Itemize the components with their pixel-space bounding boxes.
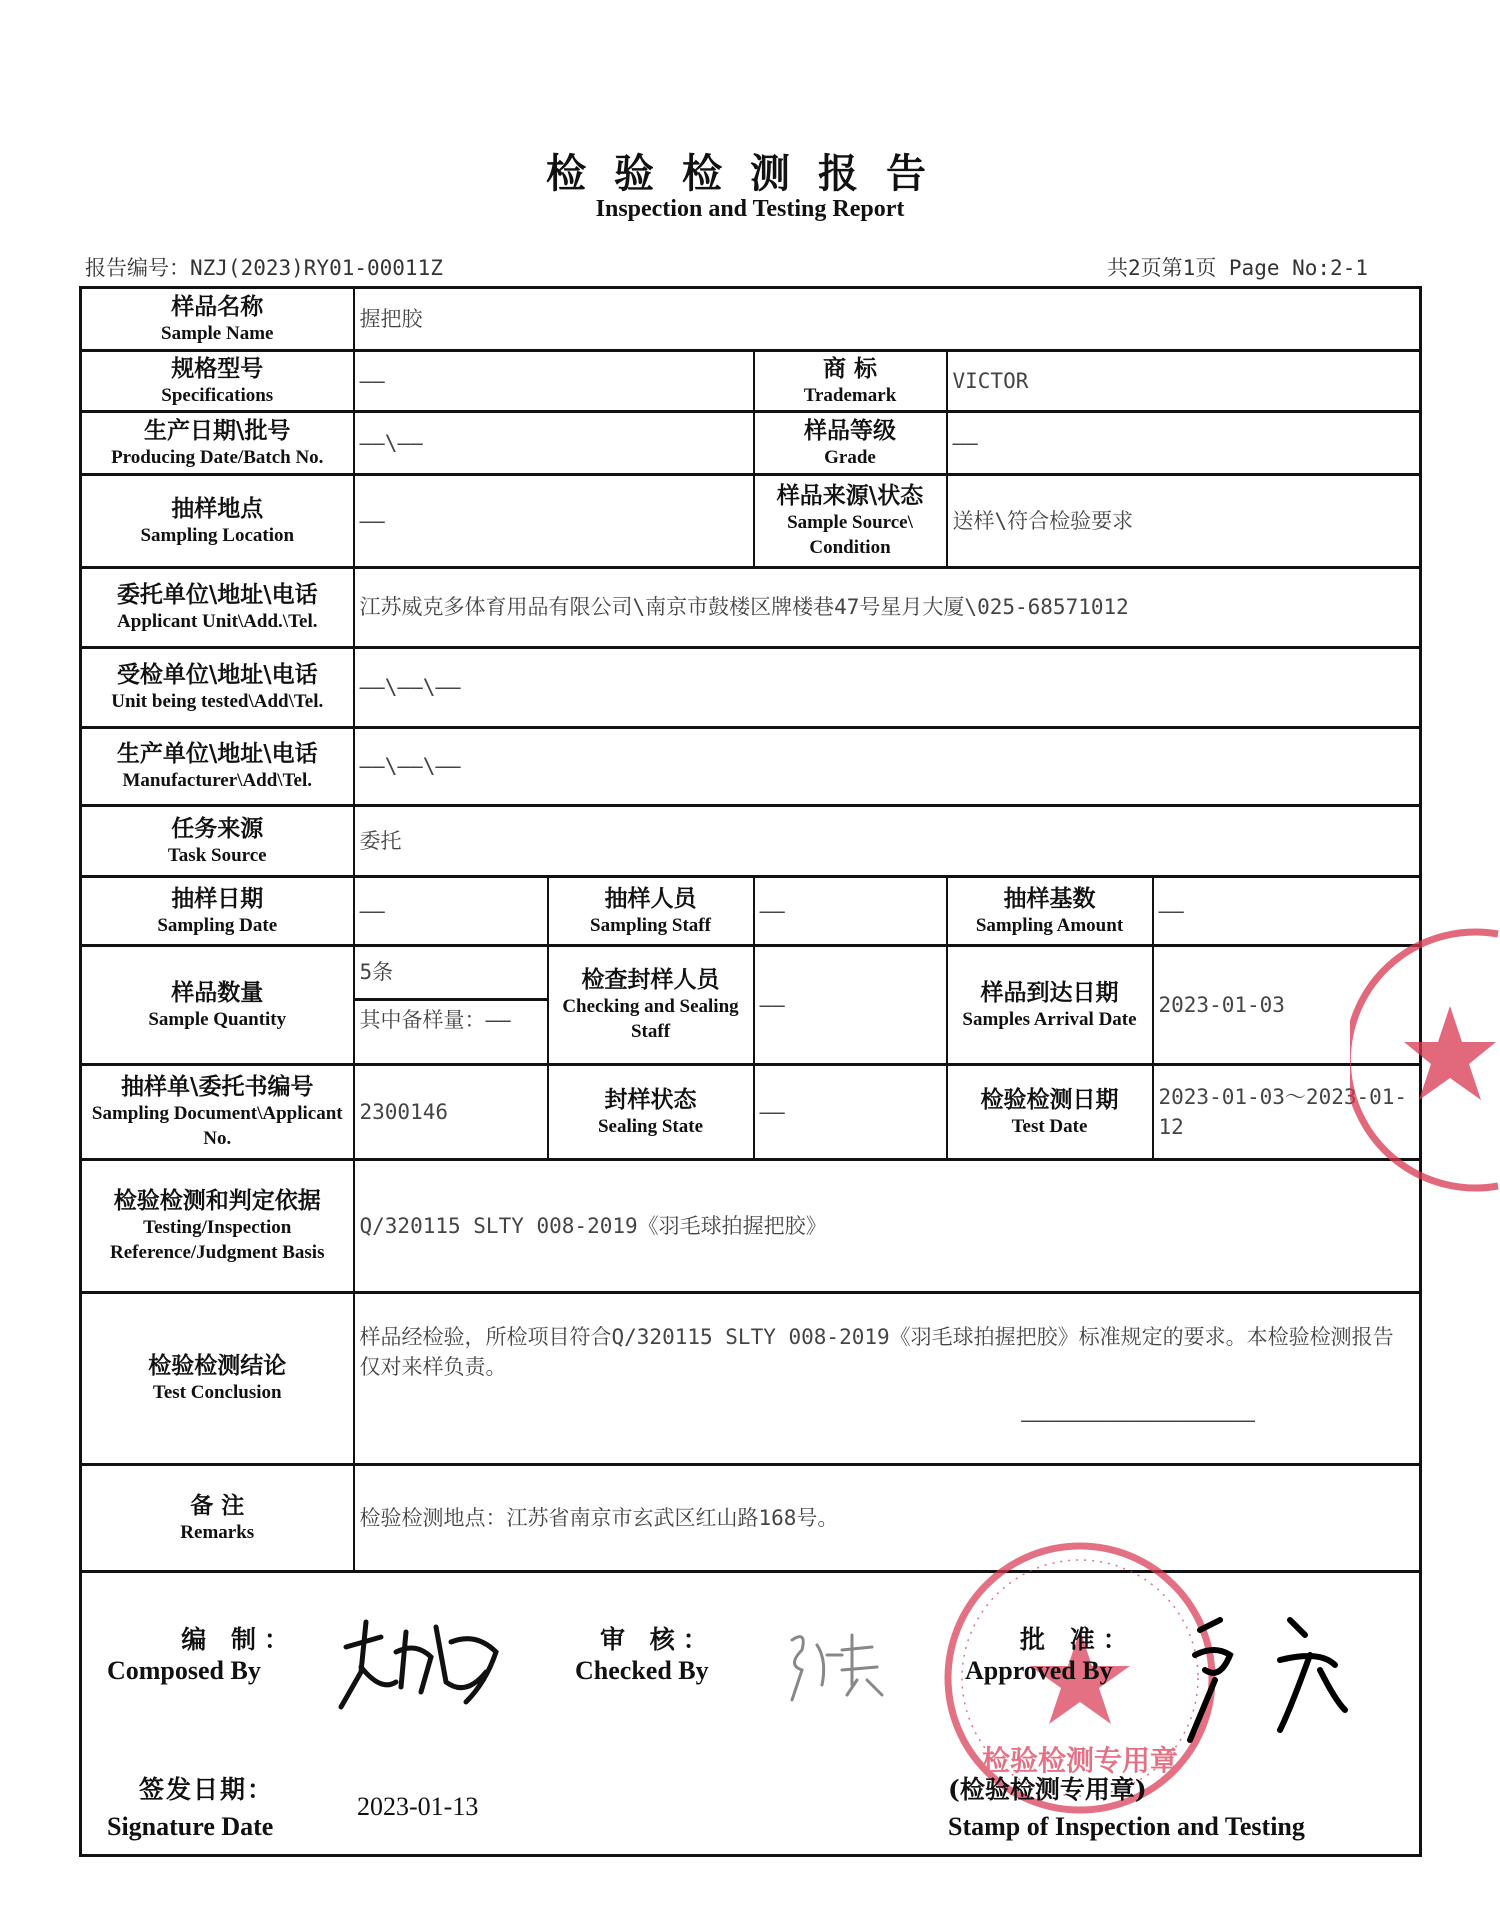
conclusion-label: 检验检测结论 Test Conclusion <box>81 1293 354 1465</box>
row-task-source <box>81 806 1421 877</box>
checking-staff-label: 检查封样人员 Checking and Sealing Staff <box>548 946 754 1065</box>
row-sample-name <box>81 288 1421 351</box>
sealing-state-label: 封样状态 Sealing State <box>548 1065 754 1160</box>
row-conclusion <box>81 1293 1421 1465</box>
task-source-label: 任务来源 Task Source <box>81 806 354 877</box>
sampling-date-value: —— <box>354 877 548 946</box>
sampling-amount-label: 抽样基数 Sampling Amount <box>947 877 1153 946</box>
test-date-value: 2023-01-03～2023-01-12 <box>1153 1065 1421 1160</box>
checked-by-label: 审 核： Checked By <box>575 1625 716 1685</box>
report-title: 检验检测报告 <box>546 150 954 197</box>
row-applicant <box>81 568 1421 648</box>
row-sampling-location <box>81 475 1421 568</box>
report-subtitle: Inspection and Testing Report <box>595 196 905 222</box>
specifications-value: —— <box>354 351 754 412</box>
conclusion-end-line: ———————————————————— <box>1021 1407 1255 1432</box>
approved-by-label: 批 准： Approved By <box>965 1625 1136 1685</box>
conclusion-value: 样品经检验，所检项目符合Q/320115 SLTY 008-2019《羽毛球拍握把胶》标准规定的要求。本检验检测报告仅对来样负责。 <box>359 1325 1394 1380</box>
specifications-label: 规格型号 Specifications <box>81 351 354 412</box>
sample-name-label: 样品名称 Sample Name <box>81 288 354 351</box>
page-number: 共2页第1页 Page No:2-1 <box>1106 256 1368 280</box>
sample-reserve-value: 其中备样量：—— <box>354 1000 548 1065</box>
side-stamp-icon <box>1350 926 1500 1196</box>
sample-name-value: 握把胶 <box>354 288 1421 351</box>
sampling-date-label: 抽样日期 Sampling Date <box>81 877 354 946</box>
row-manufacturer <box>81 728 1421 806</box>
checker-signature <box>782 1625 897 1705</box>
basis-label: 检验检测和判定依据 Testing/Inspection Reference/Judgment Basis <box>81 1160 354 1293</box>
composed-by-label: 编 制： Composed By <box>107 1625 297 1685</box>
arrival-date-value: 2023-01-03 <box>1153 946 1421 1065</box>
task-source-value: 委托 <box>354 806 1421 877</box>
arrival-date-label: 样品到达日期 Samples Arrival Date <box>947 946 1153 1065</box>
sampling-amount-value: —— <box>1153 877 1421 946</box>
sampling-location-label: 抽样地点 Sampling Location <box>81 475 354 568</box>
sample-quantity-label: 样品数量 Sample Quantity <box>81 946 354 1065</box>
trademark-label: 商 标 Trademark <box>754 351 947 412</box>
test-date-label: 检验检测日期 Test Date <box>947 1065 1153 1160</box>
unit-tested-label: 受检单位\地址\电话 Unit being tested\Add\Tel. <box>81 648 354 728</box>
grade-label: 样品等级 Grade <box>754 412 947 475</box>
applicant-value: 江苏威克多体育用品有限公司\南京市鼓楼区牌楼巷47号星月大厦\025-68571012 <box>354 568 1421 648</box>
trademark-value: VICTOR <box>947 351 1421 412</box>
svg-text:检验检测专用章: 检验检测专用章 <box>981 1744 1179 1777</box>
stamp-caption: (检验检测专用章) Stamp of Inspection and Testing <box>948 1775 1305 1841</box>
row-sample-quantity <box>81 946 1421 1000</box>
row-basis <box>81 1160 1421 1293</box>
basis-value: Q/320115 SLTY 008-2019《羽毛球拍握把胶》 <box>354 1160 1421 1293</box>
signature-date-value: 2023-01-13 <box>357 1792 479 1821</box>
sampling-staff-label: 抽样人员 Sampling Staff <box>548 877 754 946</box>
grade-value: —— <box>947 412 1421 475</box>
report-number: 报告编号：NZJ(2023)RY01-00011Z <box>85 256 443 280</box>
applicant-label: 委托单位\地址\电话 Applicant Unit\Add.\Tel. <box>81 568 354 648</box>
checking-staff-value: —— <box>754 946 947 1065</box>
sampling-document-label: 抽样单\委托书编号 Sampling Document\Applicant No. <box>81 1065 354 1160</box>
manufacturer-value: ——\——\—— <box>354 728 1421 806</box>
composer-signature <box>336 1612 511 1712</box>
signature-date-label: 签发日期： Signature Date <box>107 1775 275 1841</box>
row-sampling-date <box>81 877 1421 946</box>
row-sampling-document <box>81 1065 1421 1160</box>
sealing-state-value: —— <box>754 1065 947 1160</box>
remarks-value: 检验检测地点：江苏省南京市玄武区红山路168号。 <box>354 1465 1421 1572</box>
remarks-label: 备 注 Remarks <box>81 1465 354 1572</box>
row-specifications <box>81 351 1421 412</box>
row-producing-date <box>81 412 1421 475</box>
sample-source-value: 送样\符合检验要求 <box>947 475 1421 568</box>
unit-tested-value: ——\——\—— <box>354 648 1421 728</box>
approver-signature <box>1160 1600 1360 1750</box>
sampling-location-value: —— <box>354 475 754 568</box>
sample-source-label: 样品来源\状态 Sample Source\ Condition <box>754 475 947 568</box>
sample-quantity-value: 5条 <box>354 946 548 1000</box>
producing-date-value: ——\—— <box>354 412 754 475</box>
row-unit-tested <box>81 648 1421 728</box>
sampling-document-value: 2300146 <box>354 1065 548 1160</box>
sampling-staff-value: —— <box>754 877 947 946</box>
conclusion-cell <box>354 1293 1421 1465</box>
manufacturer-label: 生产单位\地址\电话 Manufacturer\Add\Tel. <box>81 728 354 806</box>
producing-date-label: 生产日期\批号 Producing Date/Batch No. <box>81 412 354 475</box>
